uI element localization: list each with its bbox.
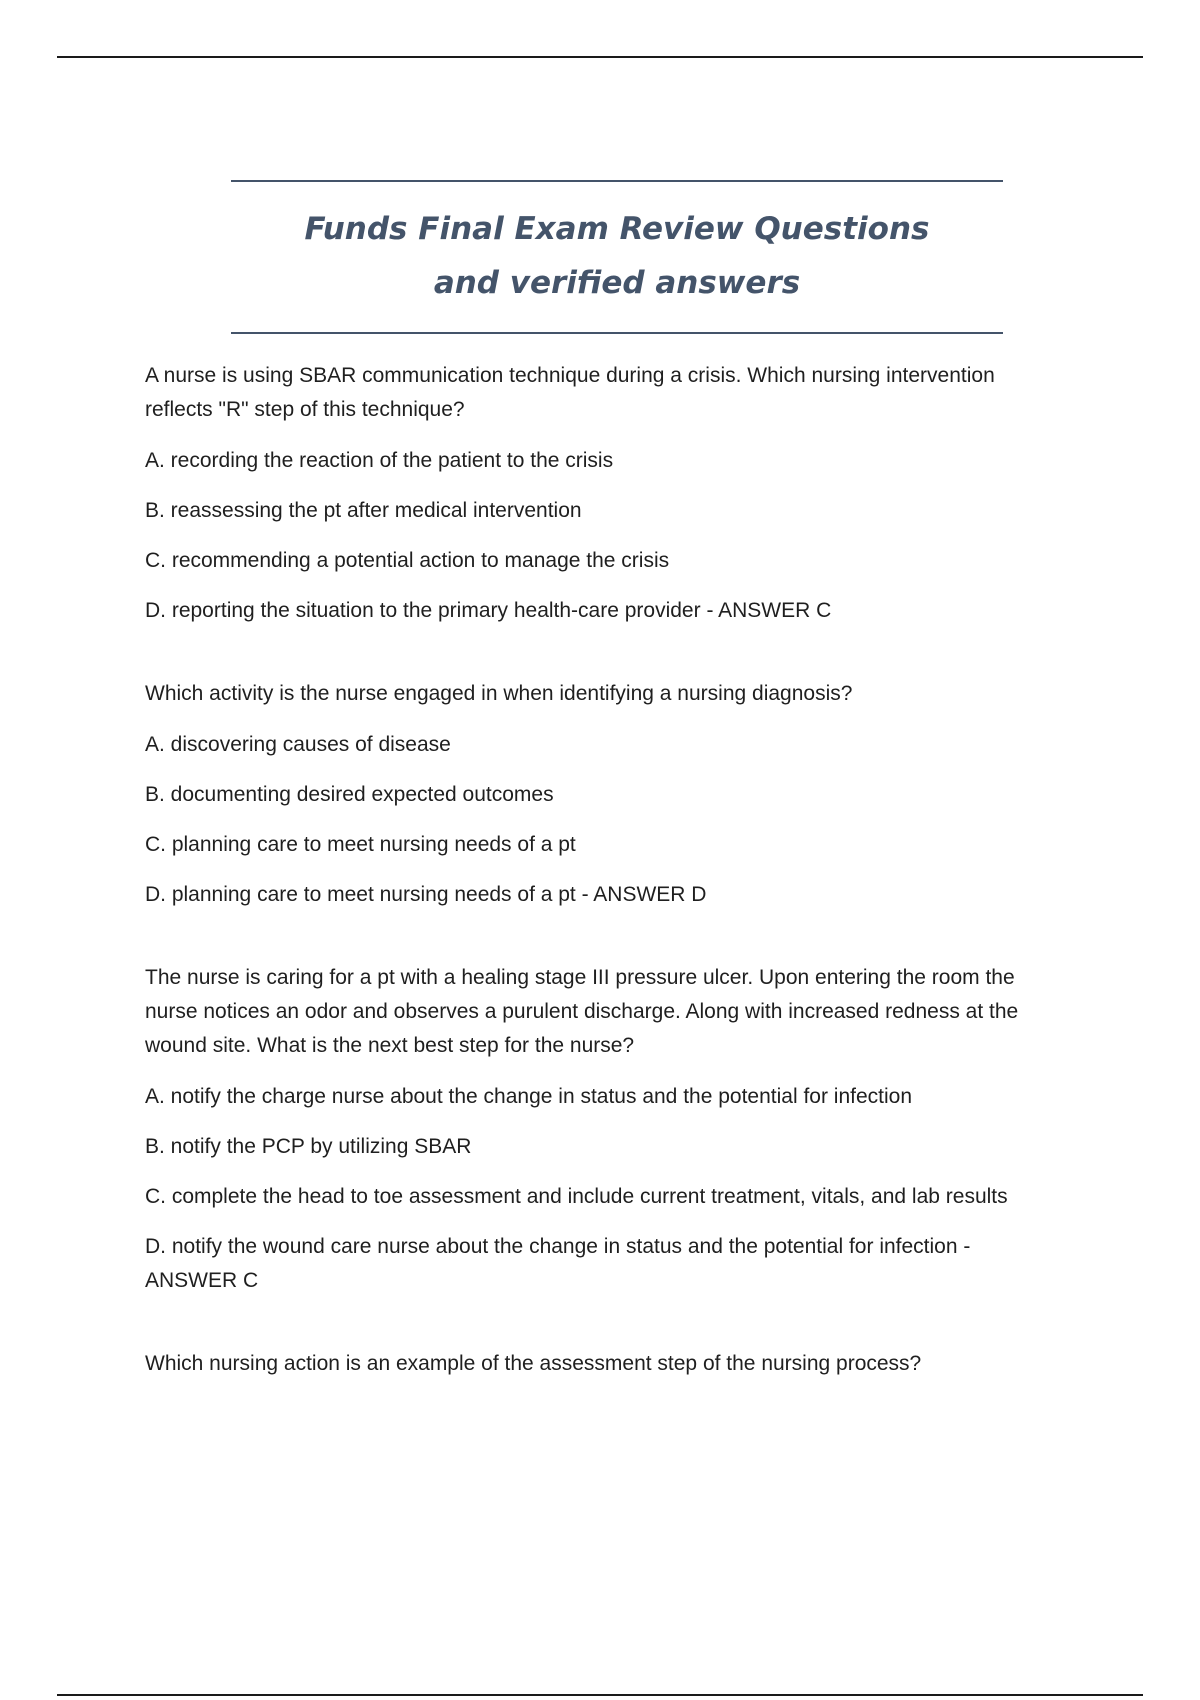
question-text: The nurse is caring for a pt with a healing stage III pressure ulcer. Upon entering the room the nurse notices an odor and observes a purulent discharge. Along with increased redness at the wound site. What is the next best step for the nurse?: [145, 966, 1019, 1057]
question-text: Which activity is the nurse engaged in when identifying a nursing diagnosis?: [145, 682, 853, 705]
page-top-rule: [57, 56, 1143, 58]
option-d-with-answer: D. notify the wound care nurse about the change in status and the potential for infection - ANSWER C: [145, 1235, 971, 1292]
option-d-with-answer: D. planning care to meet nursing needs of a pt - ANSWER D: [145, 883, 707, 906]
option-c: C. recommending a potential action to manage the crisis: [145, 549, 670, 572]
option-b: B. reassessing the pt after medical intervention: [145, 499, 582, 522]
option-d-with-answer: D. reporting the situation to the primary health-care provider - ANSWER C: [145, 599, 832, 622]
title-block: [231, 180, 1003, 334]
page-bottom-rule: [57, 1694, 1143, 1696]
question-text: Which nursing action is an example of the assessment step of the nursing process?: [145, 1352, 922, 1375]
question-3: [145, 961, 1065, 1298]
question-1: [145, 359, 1065, 628]
option-a: A. recording the reaction of the patient to the crisis: [145, 449, 614, 472]
option-c: C. planning care to meet nursing needs of a pt: [145, 833, 576, 856]
question-2: [145, 677, 1065, 912]
question-list: [145, 359, 1065, 1430]
option-a: A. notify the charge nurse about the change in status and the potential for infection: [145, 1085, 913, 1108]
title-bottom-rule: [231, 332, 1003, 334]
question-4: [145, 1347, 1065, 1381]
option-b: B. documenting desired expected outcomes: [145, 783, 554, 806]
option-b: B. notify the PCP by utilizing SBAR: [145, 1135, 472, 1158]
document-title: Funds Final Exam Review Questions and verified answers: [304, 211, 930, 301]
option-a: A. discovering causes of disease: [145, 733, 451, 756]
question-text: A nurse is using SBAR communication technique during a crisis. Which nursing intervention reflects "R" step of this technique?: [145, 364, 995, 421]
option-c: C. complete the head to toe assessment and include current treatment, vitals, and lab results: [145, 1185, 1008, 1208]
